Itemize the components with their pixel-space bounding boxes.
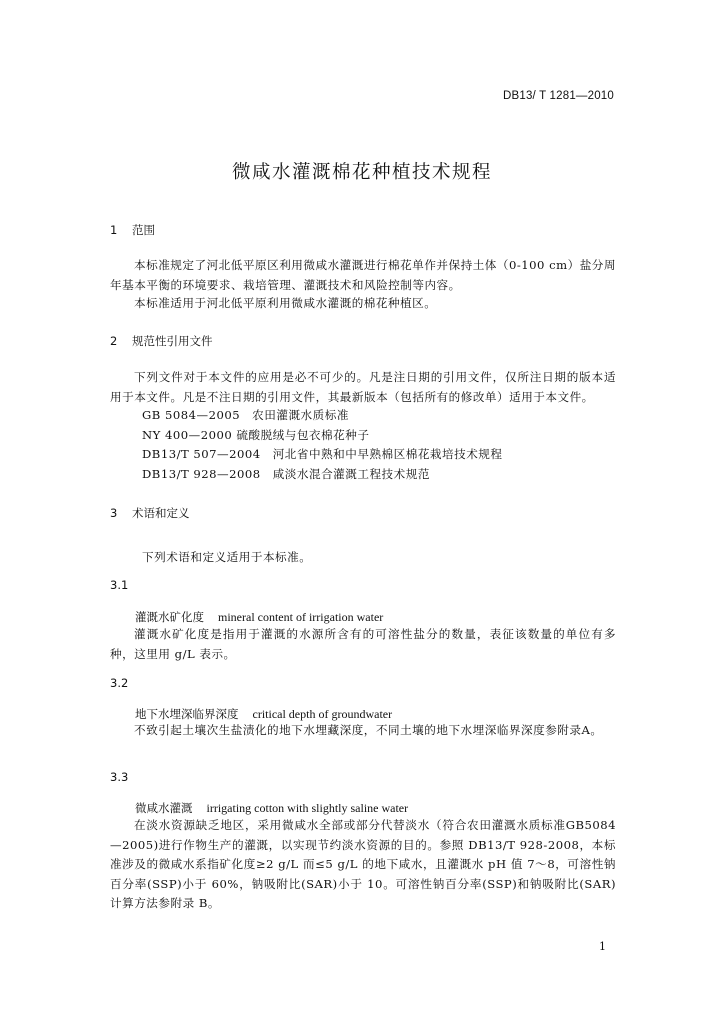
- standard-code: DB13/ T 1281—2010: [502, 90, 614, 102]
- term-chinese: 灌溉水矿化度: [135, 610, 204, 624]
- section-2-heading: [110, 333, 213, 349]
- reference-item: NY 400—2000 硫酸脱绒与包衣棉花种子: [142, 428, 370, 442]
- term-number: 3.2: [110, 676, 129, 690]
- term-heading: [135, 606, 383, 625]
- term-definition: 在淡水资源缺乏地区，采用微咸水全部或部分代替淡水（符合农田灌溉水质标准GB5084—2005)进行作物生产的灌溉，以实现节约淡水资源的目的。参照 DB13/T 928-2008，本标准涉及的微咸水系指矿化度≥2 g/L 而≤5 g/L 的地下咸水，且灌溉水 pH 值 7～8，可溶性钠百分率(SSP)小于 60%，钠吸附比(SAR)小于 10。可溶性钠百分率(SSP)和钠吸附比(SAR)计算方法参附录 B。: [110, 818, 616, 910]
- term-heading: [135, 797, 408, 816]
- section-1-heading: [110, 222, 155, 238]
- section-3-heading: [110, 505, 190, 521]
- section-title: 术语和定义: [132, 506, 190, 520]
- section-number: 1: [110, 223, 118, 237]
- section-number: 3: [110, 506, 118, 520]
- section-3-intro: 下列术语和定义适用于本标准。: [142, 550, 312, 564]
- term-heading: [135, 703, 392, 722]
- reference-item: DB13/T 928—2008 咸淡水混合灌溉工程技术规范: [142, 467, 430, 481]
- term-english: mineral content of irrigation water: [218, 610, 384, 624]
- reference-item: GB 5084—2005 农田灌溉水质标准: [142, 408, 349, 422]
- term-english: critical depth of groundwater: [252, 707, 393, 721]
- term-number: 3.1: [110, 578, 129, 592]
- term-definition: 灌溉水矿化度是指用于灌溉的水源所含有的可溶性盐分的数量，表征该数量的单位有多种，这里用 g/L 表示。: [110, 627, 616, 661]
- term-chinese: 微咸水灌溉: [135, 801, 193, 815]
- section-title: 范围: [132, 223, 155, 237]
- page-number: 1: [599, 940, 606, 953]
- term-definition: 不致引起土壤次生盐渍化的地下水埋藏深度，不同土壤的地下水埋深临界深度参附录A。: [134, 723, 603, 737]
- section-1-paragraph-2: 本标准适用于河北低平原利用微咸水灌溉的棉花种植区。: [134, 296, 437, 310]
- reference-item: DB13/T 507—2004 河北省中熟和中早熟棉区棉花栽培技术规程: [142, 447, 503, 461]
- section-2-paragraph-1: 下列文件对于本文件的应用是必不可少的。凡是注日期的引用文件，仅所注日期的版本适用于本文件。凡是不注日期的引用文件，其最新版本（包括所有的修改单）适用于本文件。: [110, 370, 616, 404]
- section-1-paragraph-1: 本标准规定了河北低平原区利用微咸水灌溉进行棉花单作并保持土体（0-100 cm）盐分周年基本平衡的环境要求、栽培管理、灌溉技术和风险控制等内容。: [110, 258, 616, 292]
- document-title: 微咸水灌溉棉花种植技术规程: [231, 162, 492, 183]
- section-title: 规范性引用文件: [132, 334, 213, 348]
- term-number: 3.3: [110, 770, 129, 784]
- term-english: irrigating cotton with slightly saline water: [206, 801, 409, 815]
- term-chinese: 地下水埋深临界深度: [135, 707, 239, 721]
- section-number: 2: [110, 334, 118, 348]
